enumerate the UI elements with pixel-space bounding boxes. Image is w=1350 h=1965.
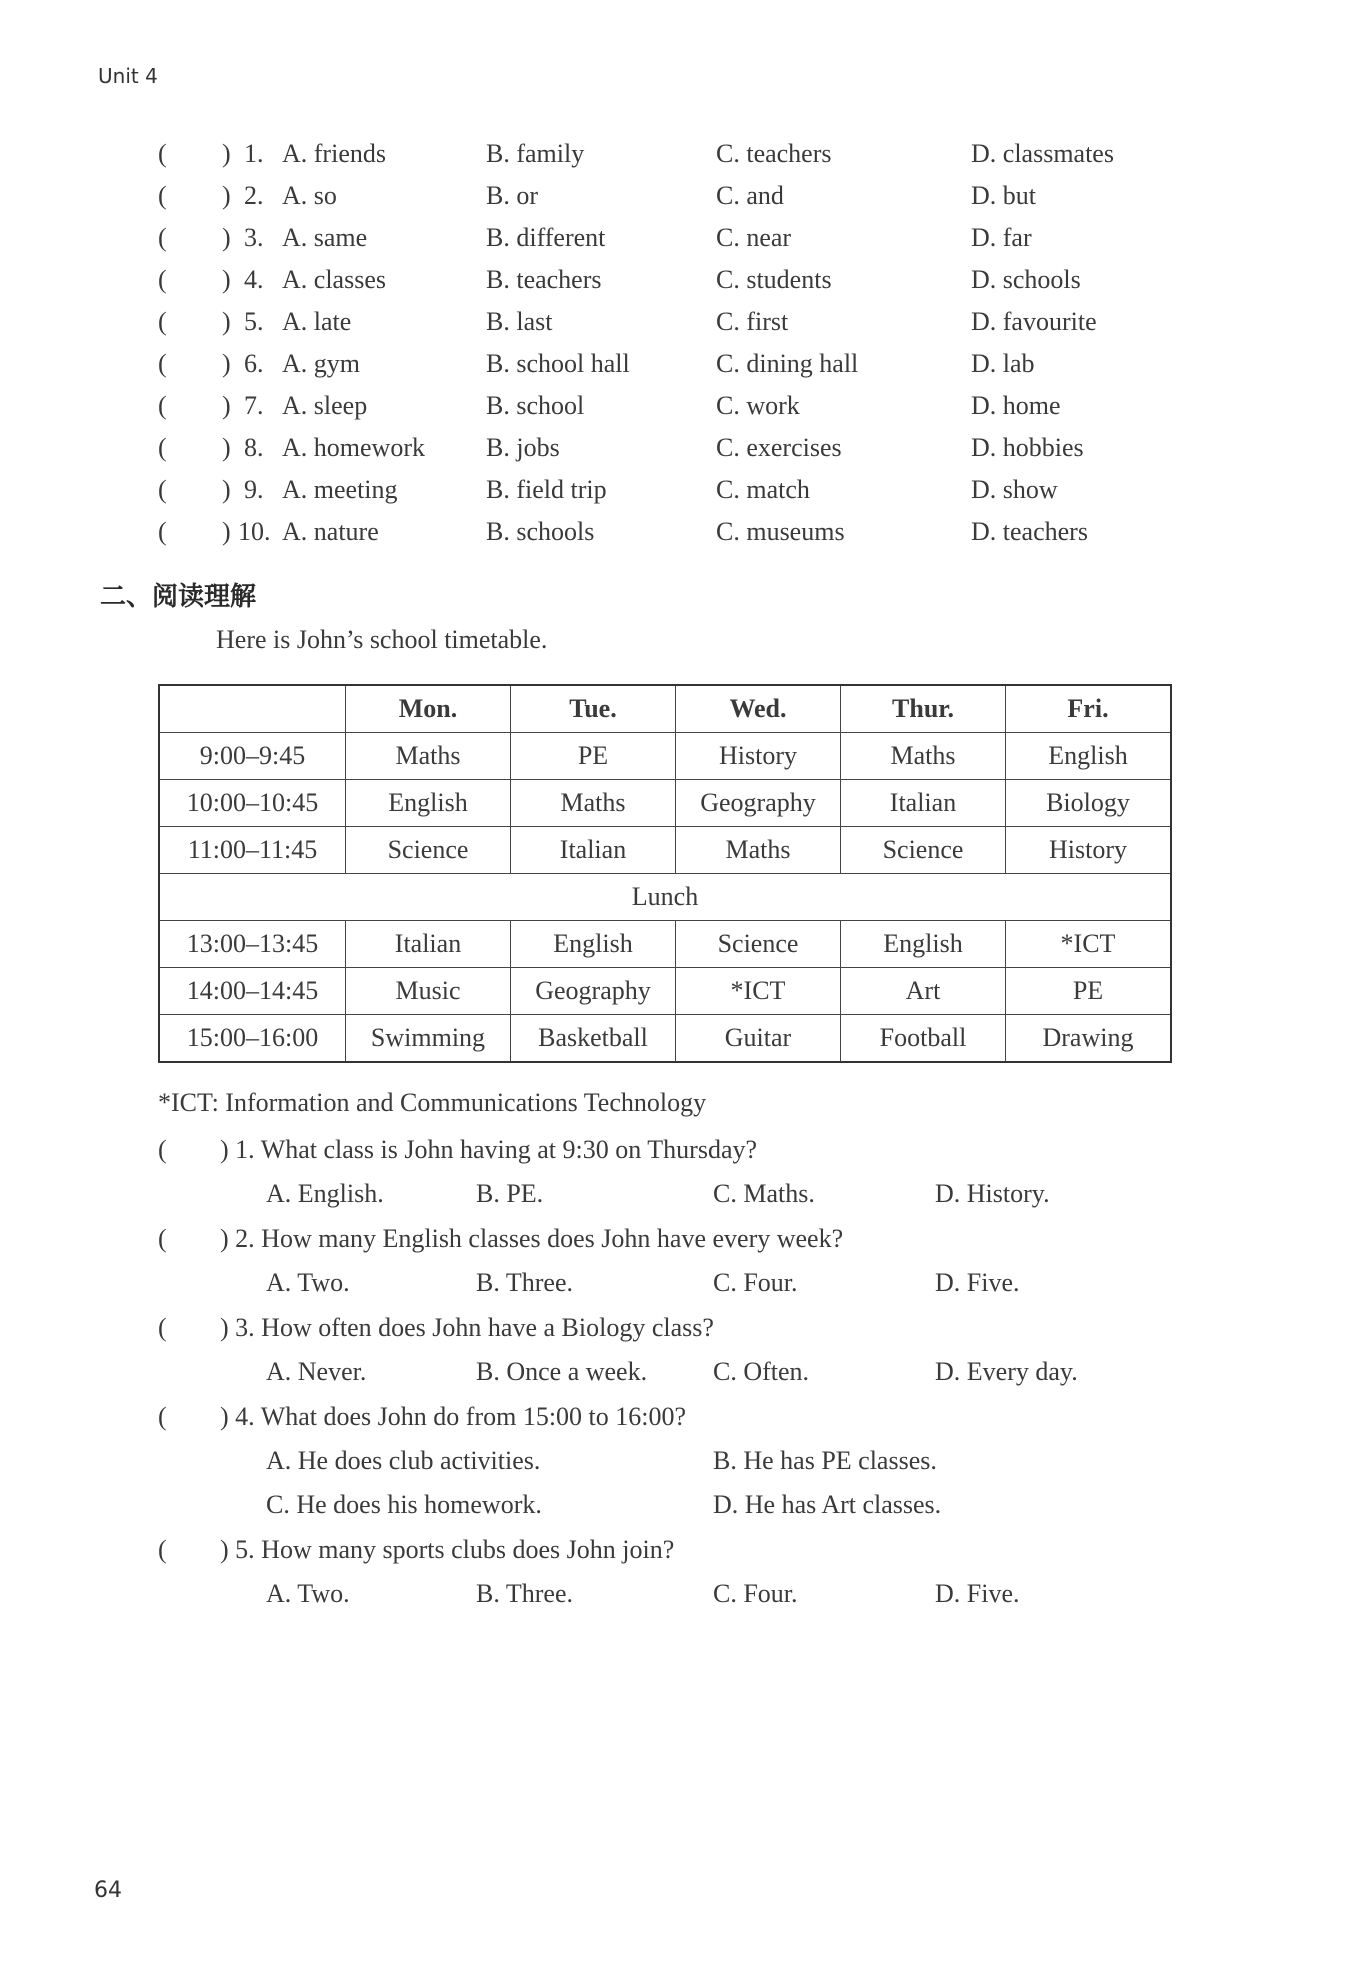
item-number: 4. <box>244 265 264 294</box>
subject-cell: Italian <box>511 827 676 874</box>
option-d: D. teachers <box>971 517 1088 546</box>
lunch-cell: Lunch <box>159 874 1171 921</box>
answer-bracket-open: ( <box>158 139 167 168</box>
option-c: C. near <box>716 223 792 252</box>
question-stem-line <box>158 1128 1188 1172</box>
option-c: C. Often. <box>713 1357 810 1386</box>
answer-bracket-open: ( <box>158 433 167 462</box>
answer-bracket-open: ( <box>158 1313 167 1342</box>
answer-bracket-open: ( <box>158 391 167 420</box>
subject-cell: Maths <box>346 733 511 780</box>
subject-cell: Maths <box>511 780 676 827</box>
question-text: 5. How many sports clubs does John join? <box>235 1535 675 1564</box>
answer-bracket-open: ( <box>158 265 167 294</box>
question-stem <box>220 1217 843 1261</box>
item-number: 9. <box>244 475 264 504</box>
header-day: Mon. <box>346 685 511 733</box>
answer-bracket-close: ) <box>220 1224 229 1253</box>
option-d: D. hobbies <box>971 433 1084 462</box>
subject-cell: Italian <box>346 921 511 968</box>
subject-cell: Geography <box>511 968 676 1015</box>
answer-bracket-close: ) <box>222 433 231 462</box>
option-c: C. Four. <box>713 1579 798 1608</box>
subject-cell: Swimming <box>346 1015 511 1063</box>
time-cell: 11:00–11:45 <box>159 827 346 874</box>
header-day: Fri. <box>1006 685 1172 733</box>
question-stem-line <box>158 1528 1188 1572</box>
option-c: C. exercises <box>716 433 842 462</box>
answer-bracket-open: ( <box>158 1224 167 1253</box>
question-stem-line <box>158 1306 1188 1350</box>
subject-cell: *ICT <box>676 968 841 1015</box>
answer-bracket-close: ) <box>220 1402 229 1431</box>
timetable-header-row <box>159 685 1171 733</box>
time-cell: 14:00–14:45 <box>159 968 346 1015</box>
section-title-reading: 二、阅读理解 <box>100 582 257 612</box>
option-b: B. school <box>486 391 585 420</box>
time-cell: 9:00–9:45 <box>159 733 346 780</box>
question-stem <box>220 1306 714 1350</box>
option-a: A. friends <box>282 139 386 168</box>
subject-cell: Football <box>841 1015 1006 1063</box>
time-cell: 13:00–13:45 <box>159 921 346 968</box>
option-c: C. first <box>716 307 789 336</box>
option-d: D. but <box>971 181 1036 210</box>
option-c: C. museums <box>716 517 845 546</box>
question-options-line <box>158 1483 1188 1527</box>
mc-item-1 <box>158 133 1188 175</box>
mc-item-3 <box>158 217 1188 259</box>
answer-bracket-open: ( <box>158 1402 167 1431</box>
option-a: A. homework <box>282 433 425 462</box>
option-b: B. jobs <box>486 433 560 462</box>
question-1 <box>158 1128 1188 1216</box>
answer-bracket-close: ) <box>222 517 231 546</box>
subject-cell: English <box>511 921 676 968</box>
subject-cell: Maths <box>841 733 1006 780</box>
answer-bracket-close: ) <box>222 349 231 378</box>
answer-bracket-close: ) <box>222 265 231 294</box>
option-a: A. classes <box>282 265 386 294</box>
item-number: 10. <box>238 517 271 546</box>
table-row <box>159 1015 1171 1063</box>
header-day: Thur. <box>841 685 1006 733</box>
item-number: 5. <box>244 307 264 336</box>
subject-cell: PE <box>511 733 676 780</box>
subject-cell: History <box>676 733 841 780</box>
item-number: 8. <box>244 433 264 462</box>
option-b: B. He has PE classes. <box>713 1446 937 1475</box>
mc-item-9 <box>158 469 1188 511</box>
option-a: A. Never. <box>266 1357 367 1386</box>
answer-bracket-open: ( <box>158 1135 167 1164</box>
question-stem <box>220 1528 674 1572</box>
option-a: A. gym <box>282 349 360 378</box>
option-b: B. Once a week. <box>476 1357 648 1386</box>
option-d: D. show <box>971 475 1058 504</box>
subject-cell: English <box>346 780 511 827</box>
answer-bracket-open: ( <box>158 475 167 504</box>
mc-item-10 <box>158 511 1188 553</box>
question-5 <box>158 1528 1188 1616</box>
option-d: D. He has Art classes. <box>713 1490 942 1519</box>
option-a: A. He does club activities. <box>266 1446 541 1475</box>
option-d: D. classmates <box>971 139 1114 168</box>
option-d: D. favourite <box>971 307 1097 336</box>
school-timetable <box>158 684 1172 1063</box>
table-row <box>159 921 1171 968</box>
time-cell: 10:00–10:45 <box>159 780 346 827</box>
subject-cell: Music <box>346 968 511 1015</box>
question-options-line <box>158 1261 1188 1305</box>
mc-item-2 <box>158 175 1188 217</box>
question-options-line <box>158 1172 1188 1216</box>
option-d: D. Five. <box>935 1579 1020 1608</box>
option-a: A. so <box>282 181 337 210</box>
answer-bracket-close: ) <box>222 139 231 168</box>
mc-item-7 <box>158 385 1188 427</box>
option-c: C. and <box>716 181 784 210</box>
option-c: C. students <box>716 265 832 294</box>
subject-cell: Science <box>841 827 1006 874</box>
option-a: A. sleep <box>282 391 368 420</box>
subject-cell: English <box>841 921 1006 968</box>
question-text: 4. What does John do from 15:00 to 16:00? <box>235 1402 687 1431</box>
question-stem <box>220 1395 686 1439</box>
timetable-intro: Here is John’s school timetable. <box>216 625 548 654</box>
option-b: B. family <box>486 139 585 168</box>
option-b: B. field trip <box>486 475 607 504</box>
option-c: C. He does his homework. <box>266 1490 542 1519</box>
option-b: B. teachers <box>486 265 602 294</box>
item-number: 3. <box>244 223 264 252</box>
subject-cell: Italian <box>841 780 1006 827</box>
question-options-line <box>158 1572 1188 1616</box>
option-b: B. different <box>486 223 606 252</box>
question-3 <box>158 1306 1188 1394</box>
answer-bracket-open: ( <box>158 349 167 378</box>
answer-bracket-close: ) <box>222 475 231 504</box>
mc-item-6 <box>158 343 1188 385</box>
answer-bracket-open: ( <box>158 1535 167 1564</box>
answer-bracket-open: ( <box>158 181 167 210</box>
subject-cell: Drawing <box>1006 1015 1172 1063</box>
subject-cell: Geography <box>676 780 841 827</box>
answer-bracket-close: ) <box>222 181 231 210</box>
option-b: B. schools <box>486 517 595 546</box>
question-4 <box>158 1395 1188 1527</box>
option-a: A. Two. <box>266 1268 350 1297</box>
table-row <box>159 733 1171 780</box>
option-d: D. lab <box>971 349 1035 378</box>
mc-item-8 <box>158 427 1188 469</box>
answer-bracket-close: ) <box>222 307 231 336</box>
lunch-row <box>159 874 1171 921</box>
option-c: C. match <box>716 475 810 504</box>
table-row <box>159 827 1171 874</box>
question-2 <box>158 1217 1188 1305</box>
subject-cell: Science <box>346 827 511 874</box>
answer-bracket-close: ) <box>220 1135 229 1164</box>
subject-cell: Maths <box>676 827 841 874</box>
option-d: D. schools <box>971 265 1081 294</box>
answer-bracket-close: ) <box>222 391 231 420</box>
answer-bracket-close: ) <box>222 223 231 252</box>
item-number: 7. <box>244 391 264 420</box>
option-c: C. dining hall <box>716 349 859 378</box>
question-stem <box>220 1128 757 1172</box>
option-d: D. Every day. <box>935 1357 1078 1386</box>
answer-bracket-open: ( <box>158 517 167 546</box>
question-options-line <box>158 1439 1188 1483</box>
question-stem-line <box>158 1395 1188 1439</box>
question-text: 3. How often does John have a Biology class? <box>235 1313 714 1342</box>
subject-cell: *ICT <box>1006 921 1172 968</box>
subject-cell: Science <box>676 921 841 968</box>
table-row <box>159 780 1171 827</box>
multiple-choice-list <box>158 133 1188 553</box>
option-d: D. home <box>971 391 1061 420</box>
question-text: 2. How many English classes does John have every week? <box>235 1224 844 1253</box>
option-d: D. Five. <box>935 1268 1020 1297</box>
unit-label: Unit 4 <box>98 64 158 88</box>
option-b: B. school hall <box>486 349 630 378</box>
option-a: A. same <box>282 223 368 252</box>
header-day: Wed. <box>676 685 841 733</box>
subject-cell: Guitar <box>676 1015 841 1063</box>
header-empty-cell <box>159 685 346 733</box>
answer-bracket-open: ( <box>158 307 167 336</box>
answer-bracket-close: ) <box>220 1535 229 1564</box>
answer-bracket-open: ( <box>158 223 167 252</box>
item-number: 6. <box>244 349 264 378</box>
subject-cell: English <box>1006 733 1172 780</box>
subject-cell: Art <box>841 968 1006 1015</box>
option-b: B. PE. <box>476 1179 544 1208</box>
option-c: C. Maths. <box>713 1179 815 1208</box>
option-a: A. Two. <box>266 1579 350 1608</box>
item-number: 1. <box>244 139 264 168</box>
option-b: B. or <box>486 181 538 210</box>
option-b: B. last <box>486 307 553 336</box>
option-b: B. Three. <box>476 1268 573 1297</box>
option-c: C. Four. <box>713 1268 798 1297</box>
subject-cell: History <box>1006 827 1172 874</box>
answer-bracket-close: ) <box>220 1313 229 1342</box>
option-b: B. Three. <box>476 1579 573 1608</box>
option-c: C. work <box>716 391 800 420</box>
option-a: A. late <box>282 307 352 336</box>
question-stem-line <box>158 1217 1188 1261</box>
time-cell: 15:00–16:00 <box>159 1015 346 1063</box>
subject-cell: Basketball <box>511 1015 676 1063</box>
question-text: 1. What class is John having at 9:30 on Thursday? <box>235 1135 758 1164</box>
table-row <box>159 968 1171 1015</box>
question-options-line <box>158 1350 1188 1394</box>
subject-cell: Biology <box>1006 780 1172 827</box>
option-c: C. teachers <box>716 139 832 168</box>
option-d: D. History. <box>935 1179 1050 1208</box>
subject-cell: PE <box>1006 968 1172 1015</box>
mc-item-5 <box>158 301 1188 343</box>
item-number: 2. <box>244 181 264 210</box>
option-a: A. meeting <box>282 475 398 504</box>
option-a: A. nature <box>282 517 379 546</box>
option-d: D. far <box>971 223 1032 252</box>
ict-footnote: *ICT: Information and Communications Technology <box>158 1088 707 1117</box>
option-a: A. English. <box>266 1179 384 1208</box>
mc-item-4 <box>158 259 1188 301</box>
header-day: Tue. <box>511 685 676 733</box>
page-number: 64 <box>94 1878 122 1903</box>
